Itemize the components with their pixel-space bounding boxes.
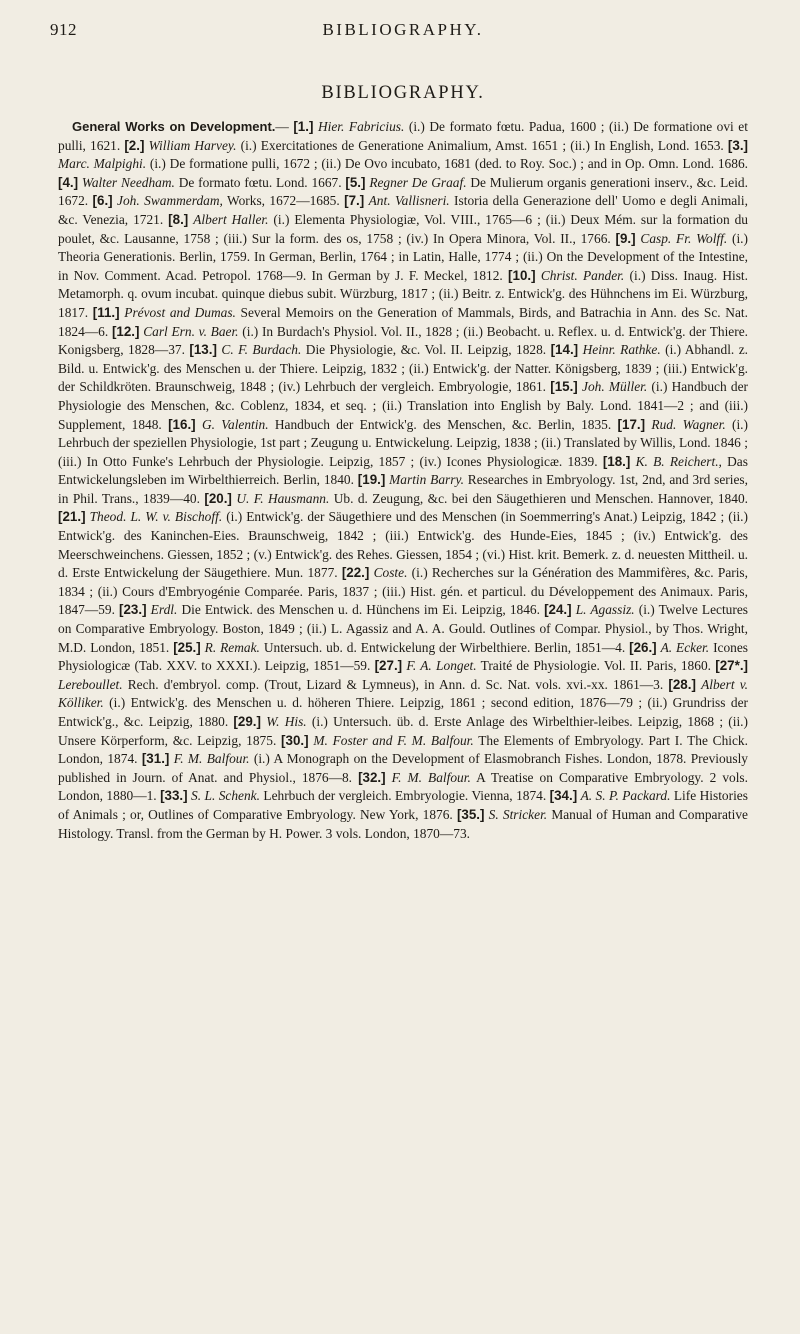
entry-text: (i.) Exercitationes de Generatione Animalium, Amst. 1651 ; (ii.) In English, Lond. 1653.	[236, 137, 728, 153]
entry-author: U. F. Hausmann.	[236, 490, 330, 506]
entry-author: A. Ecker.	[660, 639, 710, 655]
entry-number: [9.]	[615, 230, 636, 246]
entry-number: [25.]	[173, 639, 201, 655]
entry-number: [14.]	[550, 342, 579, 358]
entry-number: [21.]	[58, 509, 86, 525]
entry-author: Casp. Fr. Wolff.	[640, 230, 728, 246]
entry-author: Lereboullet.	[58, 676, 123, 692]
entry-text: Works, 1672—1685.	[222, 193, 345, 209]
entry-author: Prévost and Dumas.	[124, 304, 236, 320]
entry-text: (i.) Lehrbuch der speziellen Physiologie, 1st part ; Zeugung u. Entwickelung. Leipzig, 1838 ; (ii.) Translated by Willis, Lond. 1846 ; (iii.) In Otto Funke's Lehrbuch der Physiologie. Leipzig, 1857 ; (iv.) Icones Physiologicæ. 1839.	[58, 416, 748, 469]
entry-number: [5.]	[345, 174, 366, 190]
entry-number: [7.]	[344, 193, 365, 209]
entry-author: Martin Barry.	[389, 472, 464, 488]
entry-author: Joh. Swammerdam,	[117, 193, 223, 209]
running-head	[50, 0, 748, 48]
entry-author: Heinr. Rathke.	[582, 342, 661, 358]
entry-author: F. M. Balfour.	[391, 769, 471, 785]
entry-author: Theod. L. W. v. Bischoff.	[89, 509, 223, 525]
entry-text: (i.) Untersuch. üb. d. Erste Anlage des Wirbelthier-leibes. Leipzig, 1868 ; (ii.) Unsere Körperform, &c. Leipzig, 1875.	[58, 714, 748, 748]
entry-text: Istoria della Generazione dell' Uomo e degli Animali, &c. Venezia, 1721.	[58, 193, 748, 227]
entry-number: [20.]	[204, 490, 232, 506]
entry-text: (i.) De formatione pulli, 1672 ; (ii.) De Ovo incubato, 1681 (ded. to Roy. Soc.) ; and in Op. Omn. Lond. 1686.	[146, 156, 748, 172]
entry-text: The Elements of Embryology. Part I. The Chick. London, 1874.	[58, 732, 748, 767]
entry-author: C. F. Burdach.	[221, 342, 302, 358]
entry-author: W. His.	[266, 714, 307, 729]
entry-text: Researches in Embryology. 1st, 2nd, and 3rd series, in Phil. Trans., 1839—40.	[58, 472, 748, 506]
entry-text: Ub. d. Zeugung, &c. bei den Säugethieren und Menschen. Hannover, 1840.	[329, 490, 748, 506]
entry-number: [10.]	[508, 267, 536, 283]
entry-author: Coste.	[373, 565, 408, 581]
entry-author: Marc. Malpighi.	[58, 156, 147, 172]
entry-number: [6.]	[92, 193, 113, 209]
entry-author: Hier. Fabricius.	[317, 119, 405, 134]
entry-author: Christ. Pander.	[540, 267, 625, 283]
entry-number: [24.]	[544, 602, 572, 618]
entry-number: [11.]	[92, 304, 120, 320]
entry-number: [27.]	[374, 658, 403, 674]
entry-number: [15.]	[550, 379, 578, 395]
entry-author: Albert v. Kölliker.	[58, 676, 748, 711]
entry-text: Untersuch. ub. d. Entwickelung der Wirbelthiere. Berlin, 1851—4.	[259, 639, 630, 655]
entry-text: De Mulierum organis generationi inserv., &c. Leid. 1672.	[58, 174, 748, 209]
entry-text: (i.) Entwick'g. der Säugethiere und des Menschen (in Soemmerring's Anat.) Leipzig, 1842 ; (ii.) Entwick'g. des Kaninchen-Eies. Braunschweig, 1842 ; (iii.) Entwick'g. des Hunde-Eies, 1845 ; (iv.) Entwick'g. des Meerschweinchens. Giessen, 1852 ; (v.) Entwick'g. des Rehes. Giessen, 1854 ; (vi.) Hist. krit. Bemerk. z. d. neuesten Mittheil. u. d. Erste Entwickelung der Säugethiere. Mun. 1877.	[58, 509, 748, 581]
entry-number: [31.]	[141, 751, 170, 767]
entry-author: William Harvey.	[148, 137, 237, 153]
entry-number: [13.]	[189, 342, 217, 358]
entry-text: (i.) Recherches sur la Génération des Mammifères, &c. Paris, 1834 ; (ii.) Cours d'Embryogénie Comparée. Paris, 1837 ; (iii.) Hist. gén. et particul. du Développement des Animaux. Paris, 1847—59.	[58, 565, 748, 618]
entry-author: F. A. Longet.	[406, 658, 477, 674]
entry-text: Life Histories of Animals ; or, Outlines of Comparative Embryology. New York, 1876.	[58, 788, 748, 822]
entry-text: (i.) Abhandl. z. Bild. u. Entwick'g. des Menschen u. der Thiere. Leipzig, 1832 ; (ii.) Entwick'g. der Natter. Königsberg, 1839 ; (iii.) Entwick'g. der Schildkröten. Braunschweig, 1848 ; (iv.) Lehrbuch der vergleich. Embryologie, 1861.	[58, 342, 748, 395]
entry-text: A Treatise on Comparative Embryology. 2 vols. London, 1880—1.	[58, 769, 748, 804]
entry-author: S. Stricker.	[488, 806, 548, 822]
entry-number: [12.]	[111, 323, 140, 339]
entry-author: Erdl.	[150, 602, 178, 618]
entry-text: (i.) Handbuch der Physiologie des Menschen, &c. Coblenz, 1834, et seq. ; (ii.) Translation into English by Baly. Lond. 1841—2 ; and (iii.) Supplement, 1848.	[58, 379, 748, 432]
running-title: BIBLIOGRAPHY.	[322, 20, 484, 39]
section-title: BIBLIOGRAPHY.	[321, 83, 485, 103]
entry-number: [8.]	[168, 211, 189, 227]
entry-text: (i.) A Monograph on the Development of Elasmobranch Fishes. London, 1878. Previously published in Journ. of Anat. and Physiol., 1876—8.	[58, 751, 749, 785]
entry-text: Die Entwick. des Menschen u. d. Hünchens im Ei. Leipzig, 1846.	[177, 602, 545, 618]
entry-number: [26.]	[629, 639, 657, 655]
entry-author: F. M. Balfour.	[173, 751, 250, 767]
entry-author: G. Valentin.	[201, 416, 269, 432]
entry-text: (i.) Elementa Physiologiæ, Vol. VIII., 1765—6 ; (ii.) Deux Mém. sur la formation du poulet, &c. Lausanne, 1758 ; (iii.) Sur la form. des os, 1758 ; (iv.) In Opera Minora, Vol. II., 1766.	[58, 211, 748, 246]
entry-author: Ant. Vallisneri.	[368, 193, 450, 209]
entry-number: [23.]	[119, 602, 147, 618]
entry-author: Carl Ern. v. Baer.	[143, 323, 239, 339]
entry-text: (i.) Diss. Inaug. Hist. Metamorph. q. ovum incubat. quinque diebus subit. Würzburg, 1817 ; (ii.) Beitr. z. Entwick'g. des Hühnchens im Ei. Würzburg, 1817.	[58, 267, 749, 320]
entry-number: [2.]	[124, 137, 145, 153]
entry-number: [16.]	[168, 416, 196, 432]
entry-author: Joh. Müller.	[582, 379, 648, 395]
intro-heading: General Works on Development.	[72, 119, 276, 134]
entry-text: Das Entwickelungsleben im Wirbelthierreich. Berlin, 1840.	[58, 453, 748, 488]
entry-text: Icones Physiologicæ (Tab. XXV. to XXXI.). Leipzig, 1851—59.	[58, 639, 749, 674]
entry-author: A. S. P. Packard.	[580, 788, 671, 804]
entry-author: Albert Haller.	[193, 211, 269, 227]
bibliography-body: General Works on Development.— [1.] Hier. Fabricius. (i.) De formato fœtu. Padua, 1600 ; (ii.) De formatione ovi et pulli, 1621. [2.] William Harvey. (i.) Exercitationes de Generatione Animalium, Amst. 1651 ; (ii.) In English, Lond. 1653. [3.] Marc. Malpighi. (i.) De formatione pulli, 1672 ; (ii.) De Ovo incubato, 1681 (ded. to Roy. Soc.) ; and in Op. Omn. Lond. 1686. [4.] Walter Needham. De formato fœtu. Lond. 1667. [5.] Regner De Graaf. De Mulierum organis generationi inserv., &c. Leid. 1672. [6.] Joh. Swammerdam, Works, 1672—1685. [7.] Ant. Vallisneri. Istoria della Generazione dell' Uomo e degli Animali, &c. Venezia, 1721. [8.] Albert Haller. (i.) Elementa Physiologiæ, Vol. VIII., 1765—6 ; (ii.) Deux Mém. sur la formation du poulet, &c. Lausanne, 1758 ; (iii.) Sur la form. des os, 1758 ; (iv.) In Opera Minora, Vol. II., 1766. [9.] Casp. Fr. Wolff. (i.) Theoria Generationis. Berlin, 1759. In German, Berlin, 1764 ; in Latin, Halle, 1774 ; (ii.) On the Development of the Intestine, in Nov. Comment. Acad. Petropol. 1768—9. In German by J. F. Meckel, 1812. [10.] Christ. Pander. (i.) Diss. Inaug. Hist. Metamorph. q. ovum incubat. quinque diebus subit. Würzburg, 1817 ; (ii.) Beitr. z. Entwick'g. des Hühnchens im Ei. Würzburg, 1817. [11.] Prévost and Dumas. Several Memoirs on the Generation of Mammals, Birds, and Batrachia in Ann. des Sc. Nat. 1824—6. [12.] Carl Ern. v. Baer. (i.) In Burdach's Physiol. Vol. II., 1828 ; (ii.) Beobacht. u. Reflex. u. d. Entwick'g. der Thiere. Konigsberg, 1828—37. [13.] C. F. Burdach. Die Physiologie, &c. Vol. II. Leipzig, 1828. [14.] Heinr. Rathke. (i.) Abhandl. z. Bild. u. Entwick'g. des Menschen u. der Thiere. Leipzig, 1832 ; (ii.) Entwick'g. der Natter. Königsberg, 1839 ; (iii.) Entwick'g. der Schildkröten. Braunschweig, 1848 ; (iv.) Lehrbuch der vergleich. Embryologie, 1861. [15.] Joh. Müller. (i.) Handbuch der Physiologie des Menschen, &c. Coblenz, 1834, et seq. ; (ii.) Translation into English by Baly. Lond. 1841—2 ; and (iii.) Supplement, 1848. [16.] G. Valentin. Handbuch der Entwick'g. des Menschen, &c. Berlin, 1835. [17.] Rud. Wagner. (i.) Lehrbuch der speziellen Physiologie, 1st part ; Zeugung u. Entwickelung. Leipzig, 1838 ; (ii.) Translated by Willis, Lond. 1846 ; (iii.) In Otto Funke's Lehrbuch der Physiologie. Leipzig, 1857 ; (iv.) Icones Physiologicæ. 1839. [18.] K. B. Reichert., Das Entwickelungsleben im Wirbelthierreich. Berlin, 1840. [19.] Martin Barry. Researches in Embryology. 1st, 2nd, and 3rd series, in Phil. Trans., 1839—40. [20.] U. F. Hausmann. Ub. d. Zeugung, &c. bei den Säugethieren und Menschen. Hannover, 1840. [21.] Theod. L. W. v. Bischoff. (i.) Entwick'g. der Säugethiere und des Menschen (in Soemmerring's Anat.) Leipzig, 1842 ; (ii.) Entwick'g. des Kaninchen-Eies. Braunschweig, 1842 ; (iii.) Entwick'g. des Hunde-Eies, 1845 ; (iv.) Entwick'g. des Meerschweinchens. Giessen, 1852 ; (v.) Entwick'g. des Rehes. Giessen, 1854 ; (vi.) Hist. krit. Bemerk. z. d. neuesten Mittheil. u. d. Erste Entwickelung der Säugethiere. Mun. 1877. [22.] Coste. (i.) Recherches sur la Génération des Mammifères, &c. Paris, 1834 ; (ii.) Cours d'Embryogénie Comparée. Paris, 1837 ; (iii.) Hist. gén. et particul. du Développement des Animaux. Paris, 1847—59. [23.] Erdl. Die Entwick. des Menschen u. d. Hünchens im Ei. Leipzig, 1846. [24.] L. Agassiz. (i.) Twelve Lectures on Comparative Embryology. Boston, 1849 ; (ii.) L. Agassiz and A. A. Gould. Outlines of Compar. Physiol., by Thos. Wright, M.D. London, 1851. [25.] R. Remak. Untersuch. ub. d. Entwickelung der Wirbelthiere. Berlin, 1851—4. [26.] A. Ecker. Icones Physiologicæ (Tab. XXV. to XXXI.). Leipzig, 1851—59. [27.] F. A. Longet. Traité de Physiologie. Vol. II. Paris, 1860. [27*.] Lereboullet. Rech. d'embryol. comp. (Trout, Lizard & Lymneus), in Ann. d. Sc. Nat. vols. xvi.-xx. 1861—3. [28.] Albert v. Kölliker. (i.) Entwick'g. des Menschen u. d. höheren Thiere. Leipzig, 1861 ; second edition, 1876—79 ; (ii.) Grundriss der Entwick'g., &c. Leipzig, 1880. [29.] W. His. (i.) Untersuch. üb. d. Erste Anlage des Wirbelthier-leibes. Leipzig, 1868 ; (ii.) Unsere Körperform, &c. Leipzig, 1875. [30.] M. Foster and F. M. Balfour. The Elements of Embryology. Part I. The Chick. London, 1874. [31.] F. M. Balfour. (i.) A Monograph on the Development of Elasmobranch Fishes. London, 1878. Previously published in Journ. of Anat. and Physiol., 1876—8. [32.] F. M. Balfour. A Treatise on Comparative Embryology. 2 vols. London, 1880—1. [33.] S. L. Schenk. Lehrbuch der vergleich. Embryologie. Vienna, 1874. [34.] A. S. P. Packard. Life Histories of Animals ; or, Outlines of Comparative Embryology. New York, 1876. [35.] S. Stricker. Manual of Human and Comparative Histology. Transl. from the German by H. Power. 3 vols. London, 1870—73.	[58, 119, 749, 841]
entry-author: R. Remak.	[204, 639, 260, 655]
entry-number: [30.]	[281, 732, 309, 748]
entry-number: [18.]	[602, 453, 631, 469]
entry-text: Several Memoirs on the Generation of Mammals, Birds, and Batrachia in Ann. des Sc. Nat. 1824—6.	[58, 304, 748, 339]
entry-author: Regner De Graaf.	[369, 174, 467, 190]
entry-number: [35.]	[456, 806, 485, 822]
entry-text: (i.) Entwick'g. des Menschen u. d. höheren Thiere. Leipzig, 1861 ; second edition, 1876—79 ; (ii.) Grundriss der Entwick'g., &c. Leipzig, 1880.	[58, 695, 748, 729]
entry-text: De formato fœtu. Lond. 1667.	[174, 174, 346, 190]
entry-number: [17.]	[617, 416, 646, 432]
entry-number: [27*.]	[715, 658, 749, 674]
entry-number: [1.]	[293, 119, 314, 134]
entry-number: [4.]	[58, 174, 79, 190]
entry-number: [33.]	[160, 788, 188, 804]
entry-text: (i.) In Burdach's Physiol. Vol. II., 1828 ; (ii.) Beobacht. u. Reflex. u. d. Entwick'g. der Thiere. Konigsberg, 1828—37.	[58, 323, 748, 358]
entry-author: S. L. Schenk.	[191, 788, 260, 804]
entry-text: (i.) De formato fœtu. Padua, 1600 ; (ii.) De formatione ovi et pulli, 1621.	[58, 119, 748, 153]
entry-text: Die Physiologie, &c. Vol. II. Leipzig, 1828.	[301, 342, 551, 358]
page-number: 912	[50, 20, 77, 39]
entry-number: [29.]	[233, 714, 261, 729]
entry-author: Rud. Wagner.	[651, 416, 726, 432]
entry-number: [34.]	[549, 788, 578, 804]
entry-number: [19.]	[357, 472, 386, 488]
entry-author: M. Foster and F. M. Balfour.	[313, 732, 474, 748]
entry-number: [22.]	[341, 565, 370, 581]
entry-text: (i.) Twelve Lectures on Comparative Embryology. Boston, 1849 ; (ii.) L. Agassiz and A. A. Gould. Outlines of Compar. Physiol., by Thos. Wright, M.D. London, 1851.	[58, 602, 748, 655]
entry-text: (i.) Theoria Generationis. Berlin, 1759. In German, Berlin, 1764 ; in Latin, Halle, 1774 ; (ii.) On the Development of the Intestine, in Nov. Comment. Acad. Petropol. 1768—9. In German by J. F. Meckel, 1812.	[58, 230, 748, 283]
entry-text: Traité de Physiologie. Vol. II. Paris, 1860.	[476, 658, 716, 674]
entry-number: [28.]	[668, 676, 696, 692]
entry-text: Handbuch der Entwick'g. des Menschen, &c. Berlin, 1835.	[268, 416, 618, 432]
entry-number: [32.]	[358, 769, 386, 785]
entry-text: Lehrbuch der vergleich. Embryologie. Vienna, 1874.	[259, 788, 550, 804]
entry-text: Rech. d'embryol. comp. (Trout, Lizard & Lymneus), in Ann. d. Sc. Nat. vols. xvi.-xx. 1861—3.	[122, 676, 669, 692]
entry-text: Manual of Human and Comparative Histology. Transl. from the German by H. Power. 3 vols. London, 1870—73.	[58, 806, 748, 841]
entry-author: Walter Needham.	[81, 174, 175, 190]
entry-number: [3.]	[727, 137, 748, 153]
entry-author: K. B. Reichert.,	[635, 453, 722, 469]
entry-author: L. Agassiz.	[575, 602, 635, 618]
